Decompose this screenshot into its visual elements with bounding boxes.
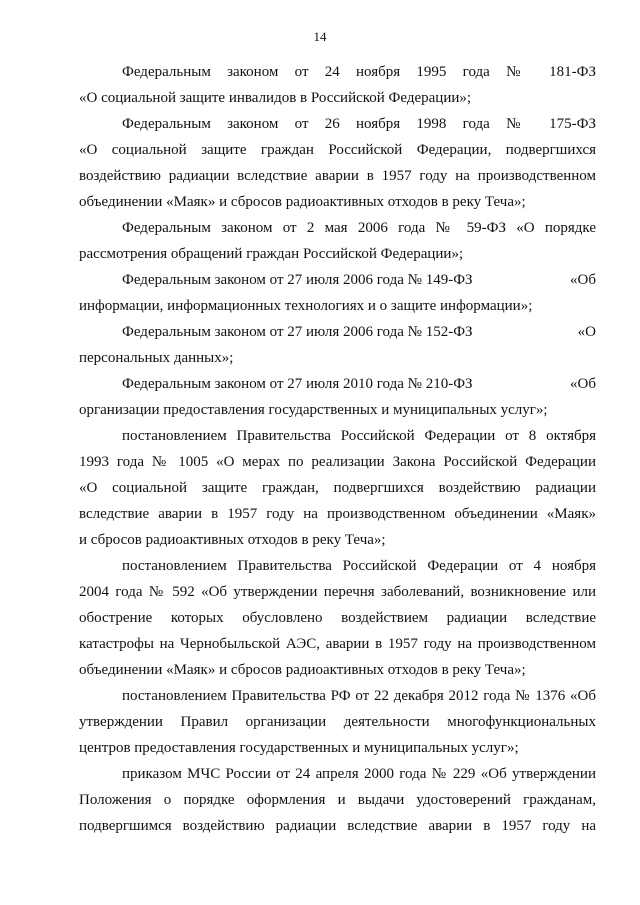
text-line: постановлением Правительства РФ от 22 декабря 2012 года № 1376 «Об bbox=[122, 688, 596, 704]
text-line: «О социальной защите граждан Российской Федерации, подвергшихся bbox=[79, 142, 596, 158]
text-line: Федеральным законом от 26 ноября 1998 года № 175-ФЗ bbox=[122, 116, 596, 132]
text-line: организации предоставления государственных и муниципальных услуг»; bbox=[79, 402, 548, 418]
text-line: воздействию радиации вследствие аварии в 1957 году на производственном bbox=[79, 168, 596, 184]
text-line bbox=[122, 271, 596, 290]
text-line: рассмотрения обращений граждан Российской Федерации»; bbox=[79, 246, 464, 262]
text-line: информации, информационных технологиях и о защите информации»; bbox=[79, 298, 533, 314]
text-line: приказом МЧС России от 24 апреля 2000 года № 229 «Об утверждении bbox=[122, 766, 596, 782]
text-line: подвергшимся воздействию радиации вследствие аварии в 1957 году на bbox=[79, 818, 596, 834]
text-line: Федеральным законом от 2 мая 2006 года № 59-ФЗ «О порядке bbox=[122, 220, 596, 236]
text-line: центров предоставления государственных и муниципальных услуг»; bbox=[79, 740, 519, 756]
text-fragment: Федеральным законом от 27 июля 2006 года № 152-ФЗ bbox=[122, 324, 473, 340]
text-fragment: Федеральным законом от 27 июля 2010 года № 210-ФЗ bbox=[122, 376, 473, 392]
text-line: утверждении Правил организации деятельности многофункциональных bbox=[79, 714, 596, 730]
text-line: постановлением Правительства Российской Федерации от 8 октября bbox=[122, 428, 596, 444]
text-line: постановлением Правительства Российской Федерации от 4 ноября bbox=[122, 558, 596, 574]
text-fragment: «Об bbox=[570, 272, 596, 288]
text-line: объединении «Маяк» и сбросов радиоактивных отходов в реку Теча»; bbox=[79, 662, 526, 678]
text-line: Положения о порядке оформления и выдачи удостоверений гражданам, bbox=[79, 792, 596, 808]
text-fragment: Федеральным законом от 27 июля 2006 года № 149-ФЗ bbox=[122, 272, 473, 288]
text-fragment: «Об bbox=[570, 376, 596, 392]
text-line: персональных данных»; bbox=[79, 350, 234, 366]
text-line: обострение которых обусловлено воздействием радиации вследствие bbox=[79, 610, 596, 626]
text-line: вследствие аварии в 1957 году на производственном объединении «Маяк» bbox=[79, 506, 596, 522]
page-number: 14 bbox=[313, 29, 327, 44]
text-line: «О социальной защите граждан, подвергшихся воздействию радиации bbox=[79, 480, 596, 496]
text-line: и сбросов радиоактивных отходов в реку Теча»; bbox=[79, 532, 386, 548]
text-line: 2004 года № 592 «Об утверждении перечня заболеваний, возникновение или bbox=[79, 584, 596, 600]
text-fragment: «О bbox=[577, 324, 596, 340]
text-line bbox=[122, 375, 596, 394]
text-line: «О социальной защите инвалидов в Российской Федерации»; bbox=[79, 90, 472, 106]
text-line: 1993 года № 1005 «О мерах по реализации Закона Российской Федерации bbox=[79, 454, 596, 470]
text-line: объединении «Маяк» и сбросов радиоактивных отходов в реку Теча»; bbox=[79, 194, 526, 210]
text-line bbox=[122, 323, 596, 342]
text-line: катастрофы на Чернобыльской АЭС, аварии в 1957 году на производственном bbox=[79, 636, 596, 652]
text-line: Федеральным законом от 24 ноября 1995 года № 181-ФЗ bbox=[122, 64, 596, 80]
